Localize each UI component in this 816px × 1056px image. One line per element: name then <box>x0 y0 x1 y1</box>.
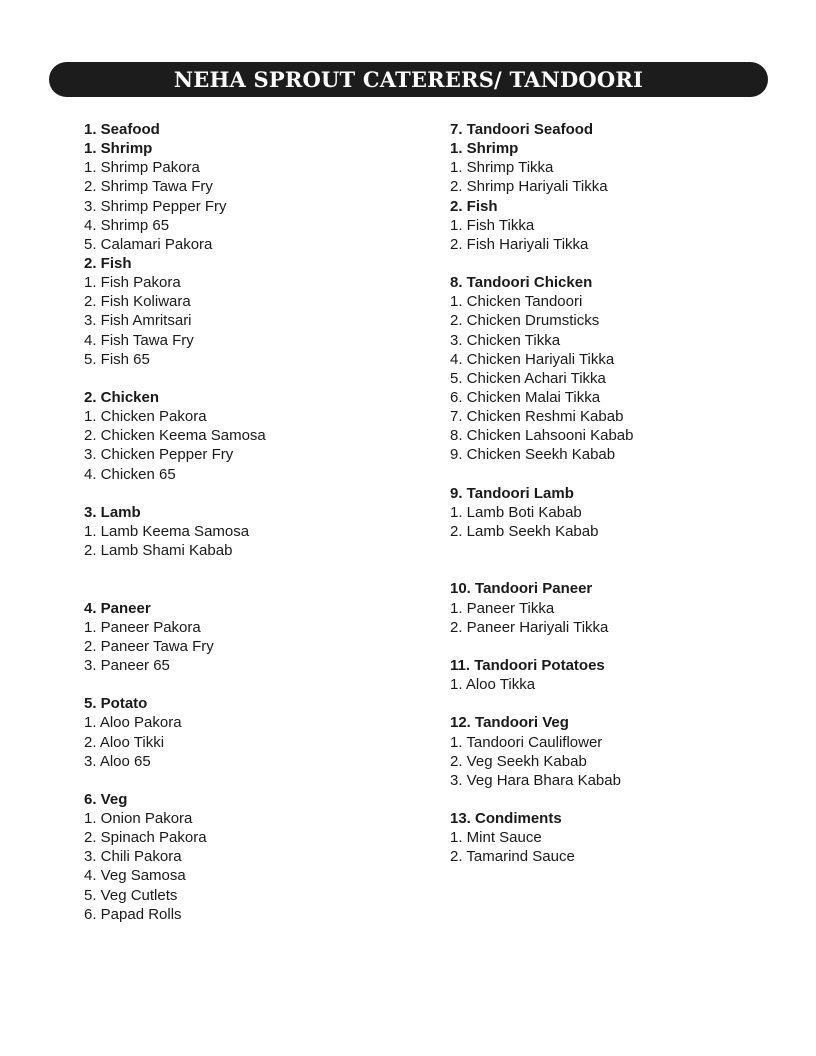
menu-item: 3. Paneer 65 <box>84 656 170 674</box>
menu-item: 2. Fish Koliwara <box>84 293 191 311</box>
menu-section-heading: 1. Seafood <box>84 121 160 138</box>
menu-section-heading: 10. Tandoori Paneer <box>450 580 593 598</box>
page-title: NEHA SPROUT CATERERS/ TANDOORI <box>173 67 644 92</box>
menu-item: 7. Chicken Reshmi Kabab <box>450 408 624 426</box>
menu-item: 8. Chicken Lahsooni Kabab <box>450 427 634 445</box>
spacer <box>450 560 790 579</box>
spacer <box>450 465 790 484</box>
menu-item: 3. Fish Amritsari <box>84 312 192 330</box>
menu-item: 1. Paneer Tikka <box>450 599 555 617</box>
menu-item: 1. Paneer Pakora <box>84 618 201 636</box>
menu-section-heading: 3. Lamb <box>84 503 141 521</box>
spacer <box>84 675 424 694</box>
menu-section-heading: 4. Paneer <box>84 599 151 617</box>
menu-item: 1. Fish Pakora <box>84 274 181 292</box>
menu-subsection-heading: 2. Fish <box>450 197 498 215</box>
menu-section-heading: 6. Veg <box>84 790 128 808</box>
menu-item: 5. Fish 65 <box>84 350 150 368</box>
menu-item: 4. Chicken 65 <box>84 465 176 483</box>
menu-section-heading: 9. Tandoori Lamb <box>450 484 574 502</box>
menu-subsection-heading: 1. Shrimp <box>84 140 153 158</box>
menu-item: 1. Onion Pakora <box>84 810 193 828</box>
menu-item: 5. Calamari Pakora <box>84 235 213 253</box>
spacer <box>84 484 424 503</box>
menu-item: 3. Chicken Tikka <box>450 331 561 349</box>
menu-item: 9. Chicken Seekh Kabab <box>450 446 616 464</box>
menu-section-heading: 7. Tandoori Seafood <box>450 121 594 138</box>
menu-item: 2. Tamarind Sauce <box>450 848 575 866</box>
spacer <box>450 254 790 273</box>
menu-item: 4. Veg Samosa <box>84 867 186 885</box>
menu-item: 2. Paneer Tawa Fry <box>84 637 214 655</box>
spacer <box>450 790 790 809</box>
menu-item: 4. Fish Tawa Fry <box>84 331 194 349</box>
menu-item: 1. Shrimp Pakora <box>84 159 200 177</box>
menu-item: 1. Lamb Keema Samosa <box>84 522 250 540</box>
menu-column-right <box>450 120 790 866</box>
menu-item: 2. Shrimp Hariyali Tikka <box>450 178 608 196</box>
spacer <box>450 694 790 713</box>
menu-item: 3. Aloo 65 <box>84 752 151 770</box>
spacer <box>450 637 790 656</box>
menu-item: 1. Tandoori Cauliflower <box>450 733 603 751</box>
menu-item: 2. Spinach Pakora <box>84 829 207 847</box>
title-banner <box>49 62 768 97</box>
menu-item: 2. Lamb Seekh Kabab <box>450 522 599 540</box>
menu-item: 5. Veg Cutlets <box>84 886 178 904</box>
menu-section-heading: 5. Potato <box>84 695 148 713</box>
menu-item: 1. Fish Tikka <box>450 216 535 234</box>
spacer <box>84 771 424 790</box>
menu-item: 1. Chicken Tandoori <box>450 293 583 311</box>
menu-item: 3. Chicken Pepper Fry <box>84 446 234 464</box>
menu-section-heading: 2. Chicken <box>84 388 160 406</box>
menu-item: 3. Shrimp Pepper Fry <box>84 197 227 215</box>
spacer <box>84 579 424 598</box>
spacer <box>450 541 790 560</box>
menu-subsection-heading: 2. Fish <box>84 254 132 272</box>
menu-section-heading: 13. Condiments <box>450 810 562 828</box>
menu-item: 1. Lamb Boti Kabab <box>450 503 582 521</box>
menu-item: 3. Chili Pakora <box>84 848 182 866</box>
spacer <box>84 369 424 388</box>
spacer <box>84 560 424 579</box>
menu-item: 2. Aloo Tikki <box>84 733 165 751</box>
menu-item: 1. Shrimp Tikka <box>450 159 554 177</box>
menu-column-left <box>84 120 424 924</box>
menu-item: 5. Chicken Achari Tikka <box>450 369 606 387</box>
menu-item: 1. Aloo Pakora <box>84 714 182 732</box>
menu-section-heading: 12. Tandoori Veg <box>450 714 569 732</box>
menu-item: 2. Chicken Keema Samosa <box>84 427 266 445</box>
menu-item: 1. Aloo Tikka <box>450 676 536 694</box>
menu-item: 2. Paneer Hariyali Tikka <box>450 618 609 636</box>
menu-item: 1. Chicken Pakora <box>84 408 207 426</box>
menu-item: 2. Fish Hariyali Tikka <box>450 235 589 253</box>
menu-item: 2. Lamb Shami Kabab <box>84 542 233 560</box>
menu-item: 4. Chicken Hariyali Tikka <box>450 350 615 368</box>
menu-section-heading: 8. Tandoori Chicken <box>450 274 593 292</box>
menu-subsection-heading: 1. Shrimp <box>450 140 519 158</box>
menu-item: 1. Mint Sauce <box>450 829 542 847</box>
menu-item: 2. Chicken Drumsticks <box>450 312 600 330</box>
menu-item: 6. Chicken Malai Tikka <box>450 388 601 406</box>
menu-item: 4. Shrimp 65 <box>84 216 170 234</box>
menu-item: 3. Veg Hara Bhara Kabab <box>450 771 621 789</box>
menu-item: 6. Papad Rolls <box>84 905 182 923</box>
menu-section-heading: 11. Tandoori Potatoes <box>450 656 605 674</box>
menu-item: 2. Veg Seekh Kabab <box>450 752 587 770</box>
menu-item: 2. Shrimp Tawa Fry <box>84 178 213 196</box>
